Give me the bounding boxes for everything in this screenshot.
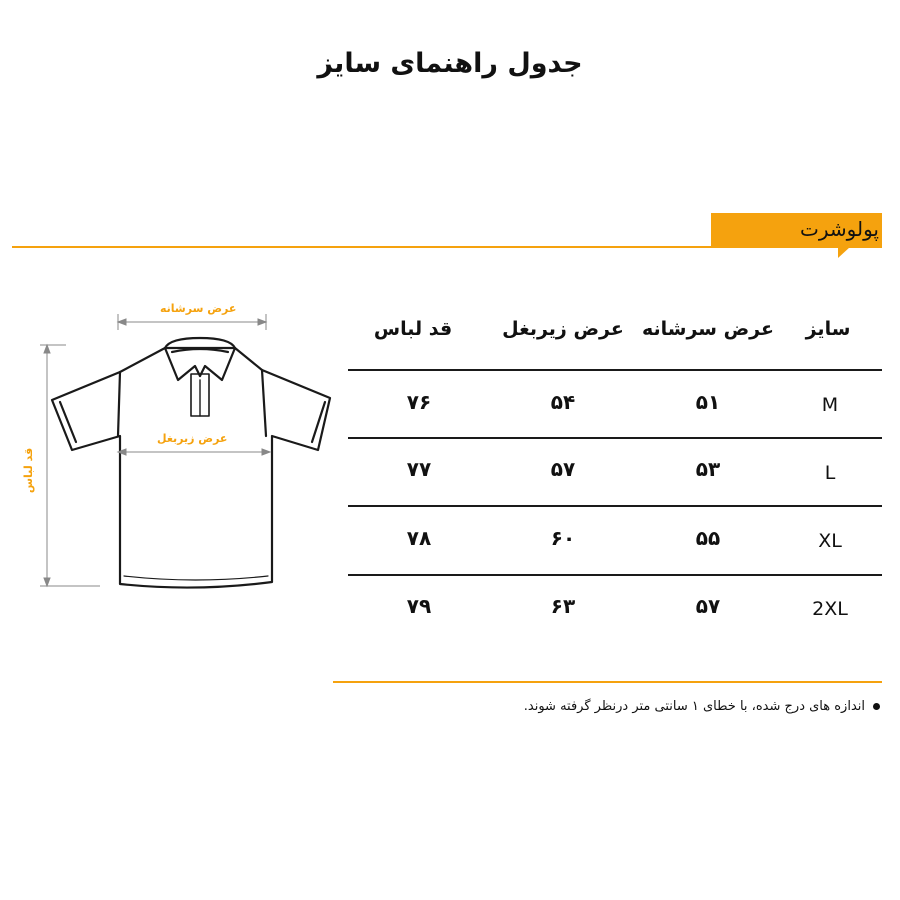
table-cell-length: ۷۹ <box>406 594 432 618</box>
table-rule <box>348 437 882 439</box>
table-rule <box>348 505 882 507</box>
table-cell-shoulder: ۵۳ <box>695 457 721 481</box>
table-cell-size: M <box>821 394 839 416</box>
table-rule <box>348 574 882 576</box>
header-chest: عرض زیربغل <box>502 318 624 340</box>
size-diagram <box>0 290 345 610</box>
note-text: اندازه های درج شده، با خطای ۱ سانتی متر درنظر گرفته شوند. <box>523 699 865 714</box>
section-label: پولوشرت <box>800 217 879 241</box>
footer-divider <box>333 681 882 683</box>
table-cell-size: L <box>824 462 836 484</box>
table-cell-length: ۷۷ <box>406 457 432 481</box>
measurement-note <box>380 699 880 714</box>
table-cell-length: ۷۸ <box>406 526 432 550</box>
table-cell-size: 2XL <box>812 598 848 620</box>
table-cell-chest: ۶۳ <box>550 594 576 618</box>
table-cell-chest: ۶۰ <box>550 526 576 550</box>
bullet-dot-icon <box>873 703 880 710</box>
table-cell-shoulder: ۵۷ <box>695 594 721 618</box>
table-cell-shoulder: ۵۱ <box>695 390 721 414</box>
table-cell-length: ۷۶ <box>406 390 432 414</box>
polo-shirt-outline-icon <box>0 290 345 610</box>
table-cell-shoulder: ۵۵ <box>695 526 721 550</box>
header-length: قد لباس <box>373 318 453 340</box>
length-label: قد لباس <box>22 447 36 494</box>
table-cell-chest: ۵۷ <box>550 457 576 481</box>
header-shoulder: عرض سرشانه <box>642 318 774 340</box>
page-title: جدول راهنمای سایز <box>317 48 583 79</box>
shoulder-width-label: عرض سرشانه <box>160 302 237 315</box>
table-cell-size: XL <box>818 530 842 552</box>
table-cell-chest: ۵۴ <box>550 390 576 414</box>
section-tag-notch <box>838 247 850 258</box>
table-rule <box>348 369 882 371</box>
chest-width-label: عرض زیربغل <box>157 432 228 445</box>
header-size: سایز <box>805 318 851 340</box>
